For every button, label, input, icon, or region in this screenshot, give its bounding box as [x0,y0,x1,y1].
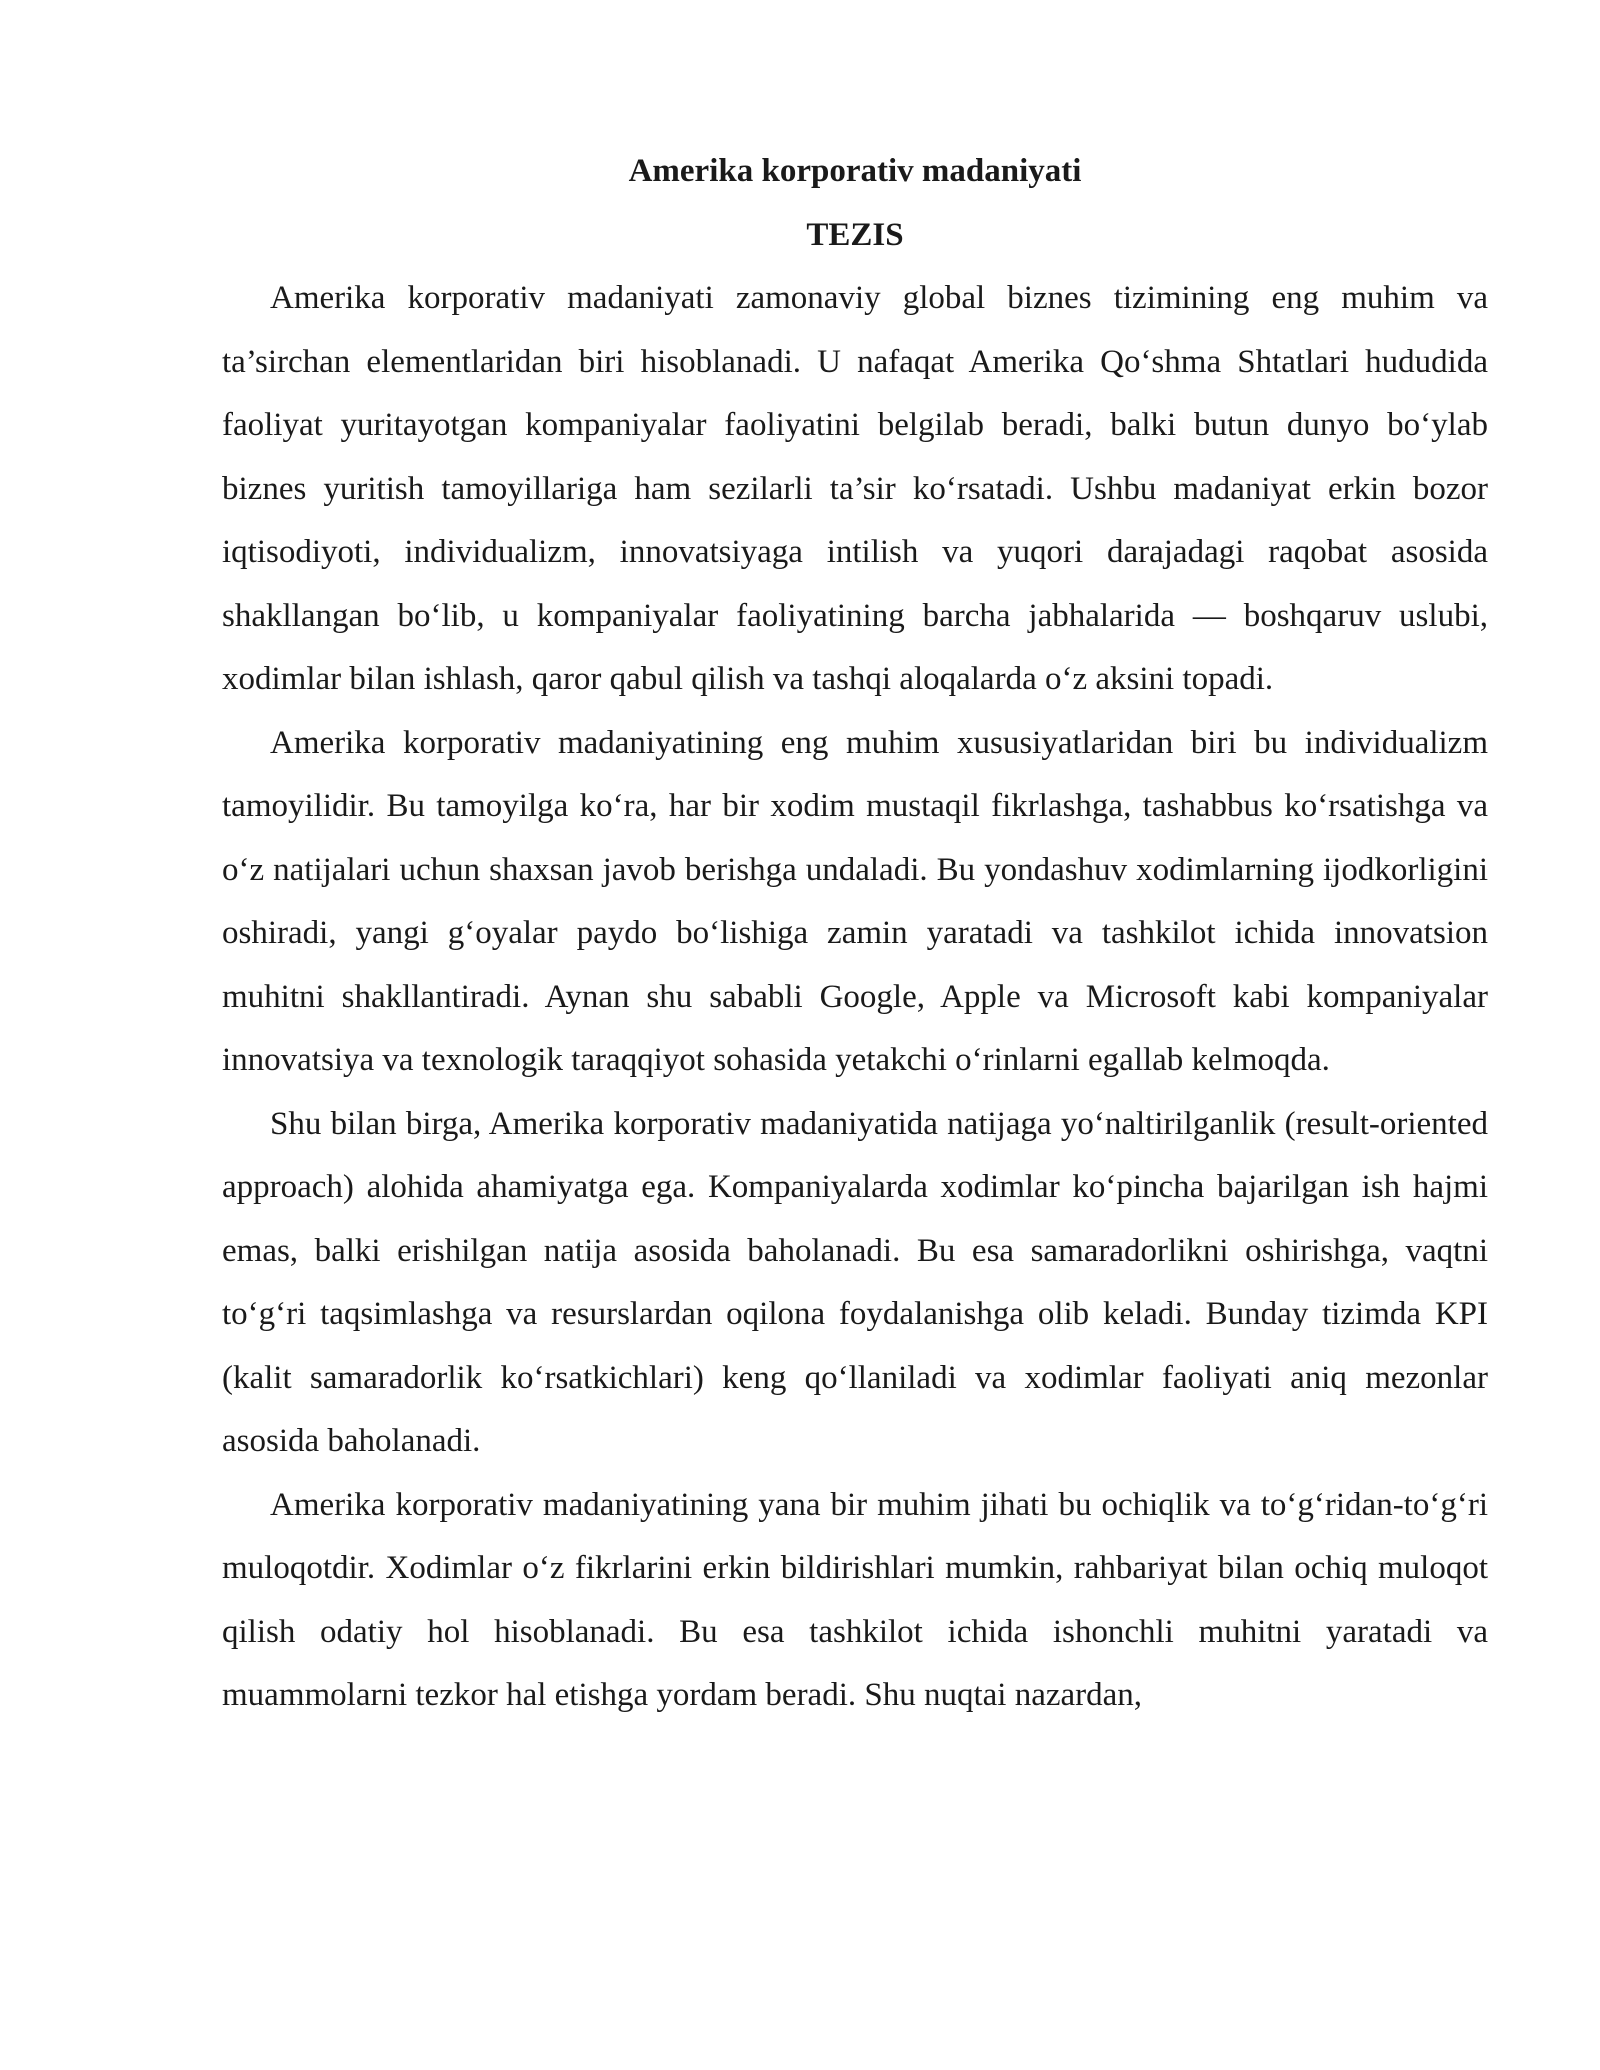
paragraph-1: Amerika korporativ madaniyati zamonaviy global biznes tizimining eng muhim va ta’sirchan elementlaridan biri hisoblanadi. U nafaqat Amerika Qo‘shma Shtatlari hududida faoliyat yuritayotgan kompaniyalar faoliyatini belgilab beradi, balki butun dunyo bo‘ylab biznes yuritish tamoyillariga ham sezilarli ta’sir ko‘rsatadi. Ushbu madaniyat erkin bozor iqtisodiyoti, individualizm, innovatsiyaga intilish va yuqori darajadagi raqobat asosida shakllangan bo‘lib, u kompaniyalar faoliyatining barcha jabhalarida — boshqaruv uslubi, xodimlar bilan ishlash, qaror qabul qilish va tashqi aloqalarda o‘z aksini topadi. [222,280,1488,697]
paragraph-3: Shu bilan birga, Amerika korporativ madaniyatida natijaga yo‘naltirilganlik (result-oriented approach) alohida ahamiyatga ega. Kompaniyalarda xodimlar ko‘pincha bajarilgan ish hajmi emas, balki erishilgan natija asosida baholanadi. Bu esa samaradorlikni oshirishga, vaqtni to‘g‘ri taqsimlashga va resurslardan oqilona foydalanishga olib keladi. Bunday tizimda KPI (kalit samaradorlik ko‘rsatkichlari) keng qo‘llaniladi va xodimlar faoliyati aniq mezonlar asosida baholanadi. [222,1105,1488,1459]
paragraph-2: Amerika korporativ madaniyatining eng muhim xususiyatlaridan biri bu individualizm tamoyilidir. Bu tamoyilga ko‘ra, har bir xodim mustaqil fikrlashga, tashabbus ko‘rsatishga va o‘z natijalari uchun shaxsan javob berishga undaladi. Bu yondashuv xodimlarning ijodkorligini oshiradi, yangi g‘oyalar paydo bo‘lishiga zamin yaratadi va tashkilot ichida innovatsion muhitni shakllantiradi. Aynan shu sababli Google, Apple va Microsoft kabi kompaniyalar innovatsiya va texnologik taraqqiyot sohasida yetakchi o‘rinlarni egallab kelmoqda. [222,724,1488,1078]
document-body [222,140,1488,1728]
document-subtitle: TEZIS [806,216,904,253]
document-title: Amerika korporativ madaniyati [628,153,1082,189]
paragraph-4: Amerika korporativ madaniyatining yana bir muhim jihati bu ochiqlik va to‘g‘ridan-to‘g‘ri muloqotdir. Xodimlar o‘z fikrlarini erkin bildirishlari mumkin, rahbariyat bilan ochiq muloqot qilish odatiy hol hisoblanadi. Bu esa tashkilot ichida ishonchli muhitni yaratadi va muammolarni tezkor hal etishga yordam beradi. Shu nuqtai nazardan, [222,1486,1488,1713]
